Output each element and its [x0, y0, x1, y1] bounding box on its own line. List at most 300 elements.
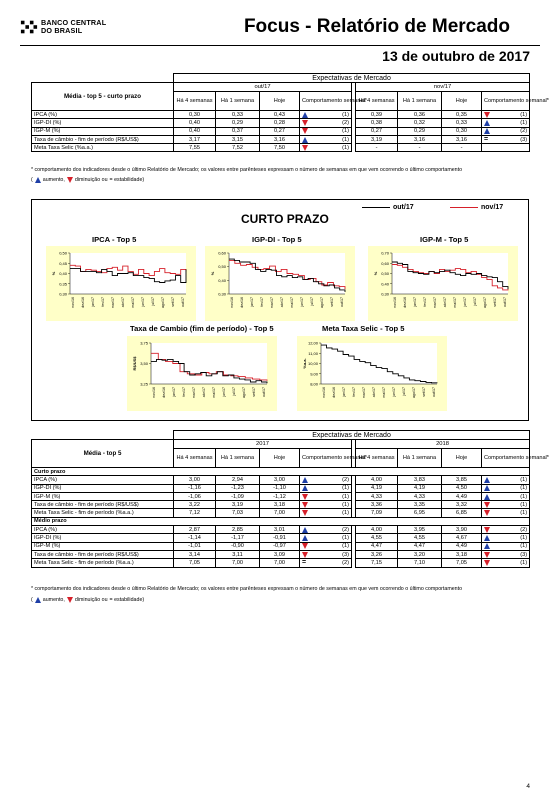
value-1-week: -0,90 [216, 542, 260, 550]
value-4-weeks: 0,39 [356, 111, 398, 119]
value-today: 4,49 [442, 542, 482, 550]
weekly-behavior [482, 119, 530, 127]
value-1-week: 4,19 [398, 484, 442, 492]
indicator-label: Taxa de câmbio - fim de período (R$/US$) [32, 550, 174, 558]
x-tick-label: set/17 [422, 387, 426, 397]
cambio-chart [127, 336, 277, 411]
x-tick-label: jan/17 [413, 297, 417, 307]
value-today: -0,97 [260, 542, 300, 550]
weeks-count: (1) [520, 119, 528, 126]
table-row [32, 501, 530, 509]
value-today: 3,85 [442, 476, 482, 484]
value-4-weeks: 4,00 [356, 526, 398, 534]
y-axis-label: R$/US$ [132, 356, 137, 371]
value-4-weeks: 0,40 [174, 127, 216, 135]
x-tick-label: nov/16 [393, 297, 397, 308]
page-number: 4 [526, 783, 530, 790]
down-triangle-icon [67, 597, 73, 603]
y-tick-label: 11,00 [308, 350, 318, 356]
down-triangle-icon [302, 502, 308, 508]
x-tick-label: jan/17 [250, 297, 254, 307]
value-1-week: 3,11 [216, 550, 260, 558]
value-4-weeks: 4,00 [356, 476, 398, 484]
value-1-week: 2,85 [216, 526, 260, 534]
weeks-count: (2) [342, 559, 349, 566]
value-4-weeks: 7,05 [174, 559, 216, 567]
table-row [32, 509, 530, 517]
up-triangle-icon [484, 128, 490, 134]
value-1-week: 3,83 [398, 476, 442, 484]
table2-legend: ( aumento, diminuição ou = estabilidade) [31, 597, 145, 603]
col-4-weeks: Há 4 semanas [174, 449, 216, 468]
col-today: Hoje [260, 449, 300, 468]
section-short-term: Curto prazo [32, 468, 530, 476]
up-triangle-icon [302, 485, 308, 491]
selic-chart [297, 336, 447, 411]
x-tick-label: mar/17 [433, 297, 437, 309]
y-tick-label: 8,00 [310, 381, 318, 387]
x-tick-label: mai/17 [131, 297, 135, 308]
value-1-week: 0,33 [216, 111, 260, 119]
value-today: 0,27 [260, 127, 300, 135]
legend-out17 [362, 204, 414, 211]
x-tick-label: jul/17 [232, 387, 236, 396]
weekly-behavior [300, 144, 352, 152]
value-4-weeks: 3,17 [174, 135, 216, 143]
weekly-behavior [482, 526, 530, 534]
legend-out17-label: out/17 [393, 204, 414, 211]
value-4-weeks: 4,47 [356, 542, 398, 550]
table-row [32, 144, 530, 152]
weeks-count: (1) [342, 128, 349, 135]
bank-logo-icon [20, 18, 38, 36]
legend-eq-label: = estabilidade) [109, 597, 145, 603]
weekly-behavior [300, 492, 352, 500]
up-triangle-icon [35, 177, 41, 183]
weekly-behavior [300, 119, 352, 127]
x-tick-label: mai/17 [212, 387, 216, 398]
value-today: 3,09 [260, 550, 300, 558]
table-caption: Expectativas de Mercado [174, 74, 530, 83]
report-title: Focus - Relatório de Mercado [243, 16, 510, 37]
indicator-label: IGP-M (%) [32, 492, 174, 500]
weekly-behavior [300, 526, 352, 534]
legend-nov17-label: nov/17 [481, 204, 504, 211]
x-tick-label: set/17 [252, 387, 256, 397]
x-tick-label: abr/17 [280, 297, 284, 308]
value-1-week: 3,35 [398, 501, 442, 509]
x-tick-label: nov/16 [230, 297, 234, 308]
value-4-weeks: 2,87 [174, 526, 216, 534]
value-today: 7,05 [442, 559, 482, 567]
up-triangle-icon [302, 112, 308, 118]
table-row [32, 534, 530, 542]
value-4-weeks: 0,38 [356, 119, 398, 127]
x-tick-label: set/17 [171, 297, 175, 307]
row-header: Média - top 5 [32, 440, 174, 468]
value-4-weeks: 7,55 [174, 144, 216, 152]
weekly-behavior [482, 476, 530, 484]
up-triangle-icon [484, 535, 490, 541]
x-tick-label: jul/17 [402, 387, 406, 396]
x-tick-label: jan/17 [342, 387, 346, 397]
y-tick-label: 0,50 [59, 250, 67, 256]
down-triangle-icon [484, 502, 490, 508]
report-header [20, 14, 540, 46]
x-tick-label: jun/17 [222, 387, 226, 397]
value-1-week: 7,10 [398, 559, 442, 567]
weekly-behavior [482, 542, 530, 550]
row-header: Média - top 5 - curto prazo [32, 83, 174, 111]
period-b-header: nov/17 [356, 83, 530, 92]
indicator-label: IGP-DI (%) [32, 119, 174, 127]
indicator-label: IGP-DI (%) [32, 484, 174, 492]
table-row [32, 559, 530, 567]
weeks-count: (1) [342, 510, 349, 517]
down-triangle-icon [302, 543, 308, 549]
short-term-charts-panel [31, 199, 529, 421]
weekly-behavior [482, 144, 530, 152]
bank-name-line1: BANCO CENTRAL [41, 18, 107, 27]
up-triangle-icon [302, 477, 308, 483]
x-tick-label: dez/16 [403, 297, 407, 308]
weeks-count: (1) [342, 535, 349, 542]
value-1-week: 3,19 [216, 501, 260, 509]
table-row [32, 550, 530, 558]
period-a-header: out/17 [174, 83, 352, 92]
value-4-weeks: 7,09 [356, 509, 398, 517]
weeks-count: (3) [342, 551, 349, 558]
x-tick-label: out/17 [432, 387, 436, 397]
down-triangle-icon [484, 527, 490, 533]
x-tick-label: dez/16 [162, 387, 166, 398]
value-4-weeks: -1,16 [174, 484, 216, 492]
col-weekly-behavior: Comportamento semanal* [482, 92, 530, 111]
col-4-weeks: Há 4 semanas [356, 449, 398, 468]
x-tick-label: ago/17 [412, 387, 416, 398]
value-1-week: 2,94 [216, 476, 260, 484]
value-today: 4,67 [442, 534, 482, 542]
down-triangle-icon [67, 177, 73, 183]
col-weekly-behavior: Comportamento semanal* [300, 92, 352, 111]
x-tick-label: nov/16 [71, 297, 75, 308]
value-1-week: 0,32 [398, 119, 442, 127]
up-triangle-icon [302, 535, 308, 541]
value-4-weeks: 4,55 [356, 534, 398, 542]
value-4-weeks: 7,12 [174, 509, 216, 517]
col-1-week: Há 1 semana [216, 449, 260, 468]
y-tick-label: 0,40 [381, 281, 389, 287]
y-tick-label: 3,50 [140, 361, 148, 366]
x-tick-label: nov/16 [322, 387, 326, 398]
x-tick-label: fev/17 [182, 387, 186, 397]
col-1-week: Há 1 semana [398, 92, 442, 111]
y-tick-label: 0,35 [59, 281, 67, 287]
y-tick-label: 0,40 [218, 277, 226, 283]
y-tick-label: 3,75 [140, 340, 148, 346]
x-tick-label: ago/17 [483, 297, 487, 308]
indicator-label: IGP-M (%) [32, 127, 174, 135]
x-tick-label: dez/16 [240, 297, 244, 308]
indicator-label: Taxa de câmbio - fim de período (R$/US$) [32, 135, 174, 143]
x-tick-label: fev/17 [352, 387, 356, 397]
value-4-weeks: 3,22 [174, 501, 216, 509]
y-tick-label: 0,70 [381, 250, 389, 256]
y-tick-label: 0,50 [218, 264, 226, 270]
col-weekly-behavior: Comportamento semanal* [482, 449, 530, 468]
bank-logo [20, 18, 106, 36]
table-row [32, 526, 530, 534]
weeks-count: (1) [520, 559, 528, 566]
x-tick-label: mar/17 [111, 297, 115, 309]
weeks-count: (2) [520, 128, 528, 135]
section-mid-term: Médio prazo [32, 517, 530, 525]
weeks-count: (1) [342, 136, 349, 143]
weeks-count: (2) [342, 526, 349, 533]
weeks-count: (1) [342, 111, 349, 118]
value-today: 7,00 [260, 559, 300, 567]
weekly-behavior [300, 111, 352, 119]
weeks-count: (1) [342, 485, 349, 492]
x-tick-label: abr/17 [443, 297, 447, 308]
weeks-count: (1) [520, 501, 528, 508]
weeks-count: (2) [520, 526, 528, 533]
x-tick-label: out/17 [181, 297, 185, 307]
legend-up-label: aumento, [42, 597, 65, 603]
up-triangle-icon [484, 477, 490, 483]
value-1-week: - [398, 144, 442, 152]
weekly-behavior [300, 542, 352, 550]
y-tick-label: 0,30 [218, 291, 226, 297]
legend-down-label: diminuição ou [74, 597, 108, 603]
weekly-behavior [482, 127, 530, 135]
value-1-week: 0,29 [216, 119, 260, 127]
indicator-label: IPCA (%) [32, 526, 174, 534]
legend-eq-label: = estabilidade) [109, 177, 145, 183]
value-today: 4,49 [442, 492, 482, 500]
value-1-week: 7,52 [216, 144, 260, 152]
x-tick-label: mai/17 [453, 297, 457, 308]
down-triangle-icon [302, 128, 308, 134]
table-caption: Expectativas de Mercado [174, 431, 530, 440]
weekly-behavior [482, 111, 530, 119]
x-tick-label: jul/17 [473, 297, 477, 306]
weekly-behavior [482, 509, 530, 517]
col-today: Hoje [260, 92, 300, 111]
down-triangle-icon [484, 560, 490, 566]
x-tick-label: out/17 [262, 387, 266, 397]
value-1-week: 3,15 [216, 135, 260, 143]
x-tick-label: jul/17 [151, 297, 155, 306]
weekly-behavior [482, 135, 530, 143]
igpm-chart [368, 246, 518, 321]
expectations-table-short-term [31, 73, 549, 152]
weekly-behavior [300, 484, 352, 492]
weeks-count: (2) [342, 476, 349, 483]
value-4-weeks: 3,26 [356, 550, 398, 558]
indicator-label: IGP-DI (%) [32, 534, 174, 542]
x-tick-label: jan/17 [91, 297, 95, 307]
value-1-week: 0,37 [216, 127, 260, 135]
weeks-count: (1) [520, 111, 528, 118]
value-1-week: 4,55 [398, 534, 442, 542]
up-triangle-icon [302, 137, 308, 143]
value-today: 3,18 [260, 501, 300, 509]
weekly-behavior [300, 476, 352, 484]
x-tick-label: jul/17 [310, 297, 314, 306]
table1-legend: ( aumento, diminuição ou = estabilidade) [31, 177, 145, 183]
up-triangle-icon [484, 494, 490, 500]
x-tick-label: abr/17 [202, 387, 206, 398]
table-row [32, 492, 530, 500]
value-today: 0,30 [442, 127, 482, 135]
x-tick-label: fev/17 [101, 297, 105, 307]
x-tick-label: ago/17 [242, 387, 246, 398]
value-1-week: 7,03 [216, 509, 260, 517]
up-triangle-icon [484, 543, 490, 549]
value-4-weeks: 3,36 [356, 501, 398, 509]
weekly-behavior [300, 534, 352, 542]
x-tick-label: dez/16 [81, 297, 85, 308]
col-weekly-behavior: Comportamento semanal* [300, 449, 352, 468]
y-axis-label: % [51, 271, 56, 276]
equal-icon: = [302, 558, 307, 566]
down-triangle-icon [484, 552, 490, 558]
indicator-label: Meta Taxa Selic - fim de período (%a.a.) [32, 559, 174, 567]
weekly-behavior [300, 559, 352, 567]
y-tick-label: 3,25 [140, 381, 148, 387]
up-triangle-icon [302, 527, 308, 533]
table-row [32, 476, 530, 484]
weekly-behavior [300, 501, 352, 509]
table-row [32, 127, 530, 135]
weeks-count: (1) [342, 501, 349, 508]
weekly-behavior [300, 509, 352, 517]
indicator-label: IGP-M (%) [32, 542, 174, 550]
weekly-behavior [300, 127, 352, 135]
x-tick-label: dez/16 [332, 387, 336, 398]
weeks-count: (2) [342, 119, 349, 126]
x-tick-label: out/17 [503, 297, 507, 307]
igpdi-chart [205, 246, 355, 321]
weeks-count: (1) [342, 493, 349, 500]
plot-area [392, 253, 508, 294]
value-4-weeks: 0,30 [174, 111, 216, 119]
indicator-label: Meta Taxa Selic - fim de período (%a.a.) [32, 509, 174, 517]
x-tick-label: jan/17 [172, 387, 176, 397]
down-triangle-icon [484, 510, 490, 516]
indicator-label: IPCA (%) [32, 476, 174, 484]
value-today: 3,01 [260, 526, 300, 534]
down-triangle-icon [302, 510, 308, 516]
value-today: 3,32 [442, 501, 482, 509]
value-1-week: 3,95 [398, 526, 442, 534]
value-today: 0,28 [260, 119, 300, 127]
table-row [32, 484, 530, 492]
col-today: Hoje [442, 92, 482, 111]
x-tick-label: mar/17 [192, 387, 196, 399]
value-today: 3,90 [442, 526, 482, 534]
down-triangle-icon [484, 112, 490, 118]
bank-name-line2: DO BRASIL [41, 26, 83, 35]
weekly-behavior [482, 492, 530, 500]
igpdi-chart-title: IGP-DI - Top 5 [252, 235, 302, 244]
y-tick-label: 12,00 [307, 340, 318, 346]
weekly-behavior [482, 534, 530, 542]
value-4-weeks: 3,00 [174, 476, 216, 484]
y-axis-label: %a.a. [302, 358, 307, 369]
value-4-weeks: 4,33 [356, 492, 398, 500]
value-1-week: 6,95 [398, 509, 442, 517]
selic-chart-title: Meta Taxa Selic - Top 5 [322, 324, 405, 333]
weeks-count: (1) [520, 543, 528, 550]
equal-icon: = [484, 135, 489, 143]
weeks-count: (1) [342, 144, 349, 151]
y-tick-label: 0,60 [218, 250, 226, 256]
value-4-weeks: -1,06 [174, 492, 216, 500]
value-4-weeks: -1,14 [174, 534, 216, 542]
weeks-count: (1) [520, 476, 528, 483]
x-tick-label: ago/17 [320, 297, 324, 308]
value-4-weeks: 4,19 [356, 484, 398, 492]
value-today: 3,18 [442, 550, 482, 558]
value-1-week: 4,47 [398, 542, 442, 550]
table-row [32, 135, 530, 143]
col-4-weeks: Há 4 semanas [356, 92, 398, 111]
weeks-count: (3) [520, 551, 528, 558]
value-today: 4,50 [442, 484, 482, 492]
value-today: 0,33 [442, 119, 482, 127]
value-today: 0,35 [442, 111, 482, 119]
value-today: - [442, 144, 482, 152]
value-4-weeks: 0,27 [356, 127, 398, 135]
y-tick-label: 0,30 [381, 291, 389, 297]
value-today: 3,00 [260, 476, 300, 484]
expectations-table-annual [31, 430, 549, 568]
value-1-week: 7,00 [216, 559, 260, 567]
down-triangle-icon [302, 552, 308, 558]
year-a-header: 2017 [174, 440, 352, 449]
x-tick-label: abr/17 [372, 387, 376, 398]
x-tick-label: mai/17 [382, 387, 386, 398]
weekly-behavior [482, 501, 530, 509]
table-row [32, 542, 530, 550]
plot-area [321, 343, 437, 384]
value-today: -1,12 [260, 492, 300, 500]
up-triangle-icon [35, 597, 41, 603]
col-today: Hoje [442, 449, 482, 468]
year-b-header: 2018 [356, 440, 530, 449]
legend-nov17 [450, 204, 503, 211]
value-4-weeks: 3,19 [356, 135, 398, 143]
up-triangle-icon [484, 120, 490, 126]
indicator-label: Meta Taxa Selic (%a.a.) [32, 144, 174, 152]
down-triangle-icon [302, 120, 308, 126]
weekly-behavior [300, 550, 352, 558]
y-tick-label: 10,00 [307, 361, 318, 366]
value-4-weeks: 7,15 [356, 559, 398, 567]
value-today: 0,43 [260, 111, 300, 119]
value-today: 7,00 [260, 509, 300, 517]
y-tick-label: 0,60 [381, 260, 389, 266]
weeks-count: (1) [520, 535, 528, 542]
weeks-count: (1) [520, 493, 528, 500]
cambio-chart-title: Taxa de Cambio (fim de período) - Top 5 [130, 324, 274, 333]
x-tick-label: jun/17 [141, 297, 145, 307]
y-tick-label: 0,45 [59, 260, 67, 266]
indicator-label: Taxa de câmbio - fim de período (R$/US$) [32, 501, 174, 509]
value-4-weeks: 0,40 [174, 119, 216, 127]
